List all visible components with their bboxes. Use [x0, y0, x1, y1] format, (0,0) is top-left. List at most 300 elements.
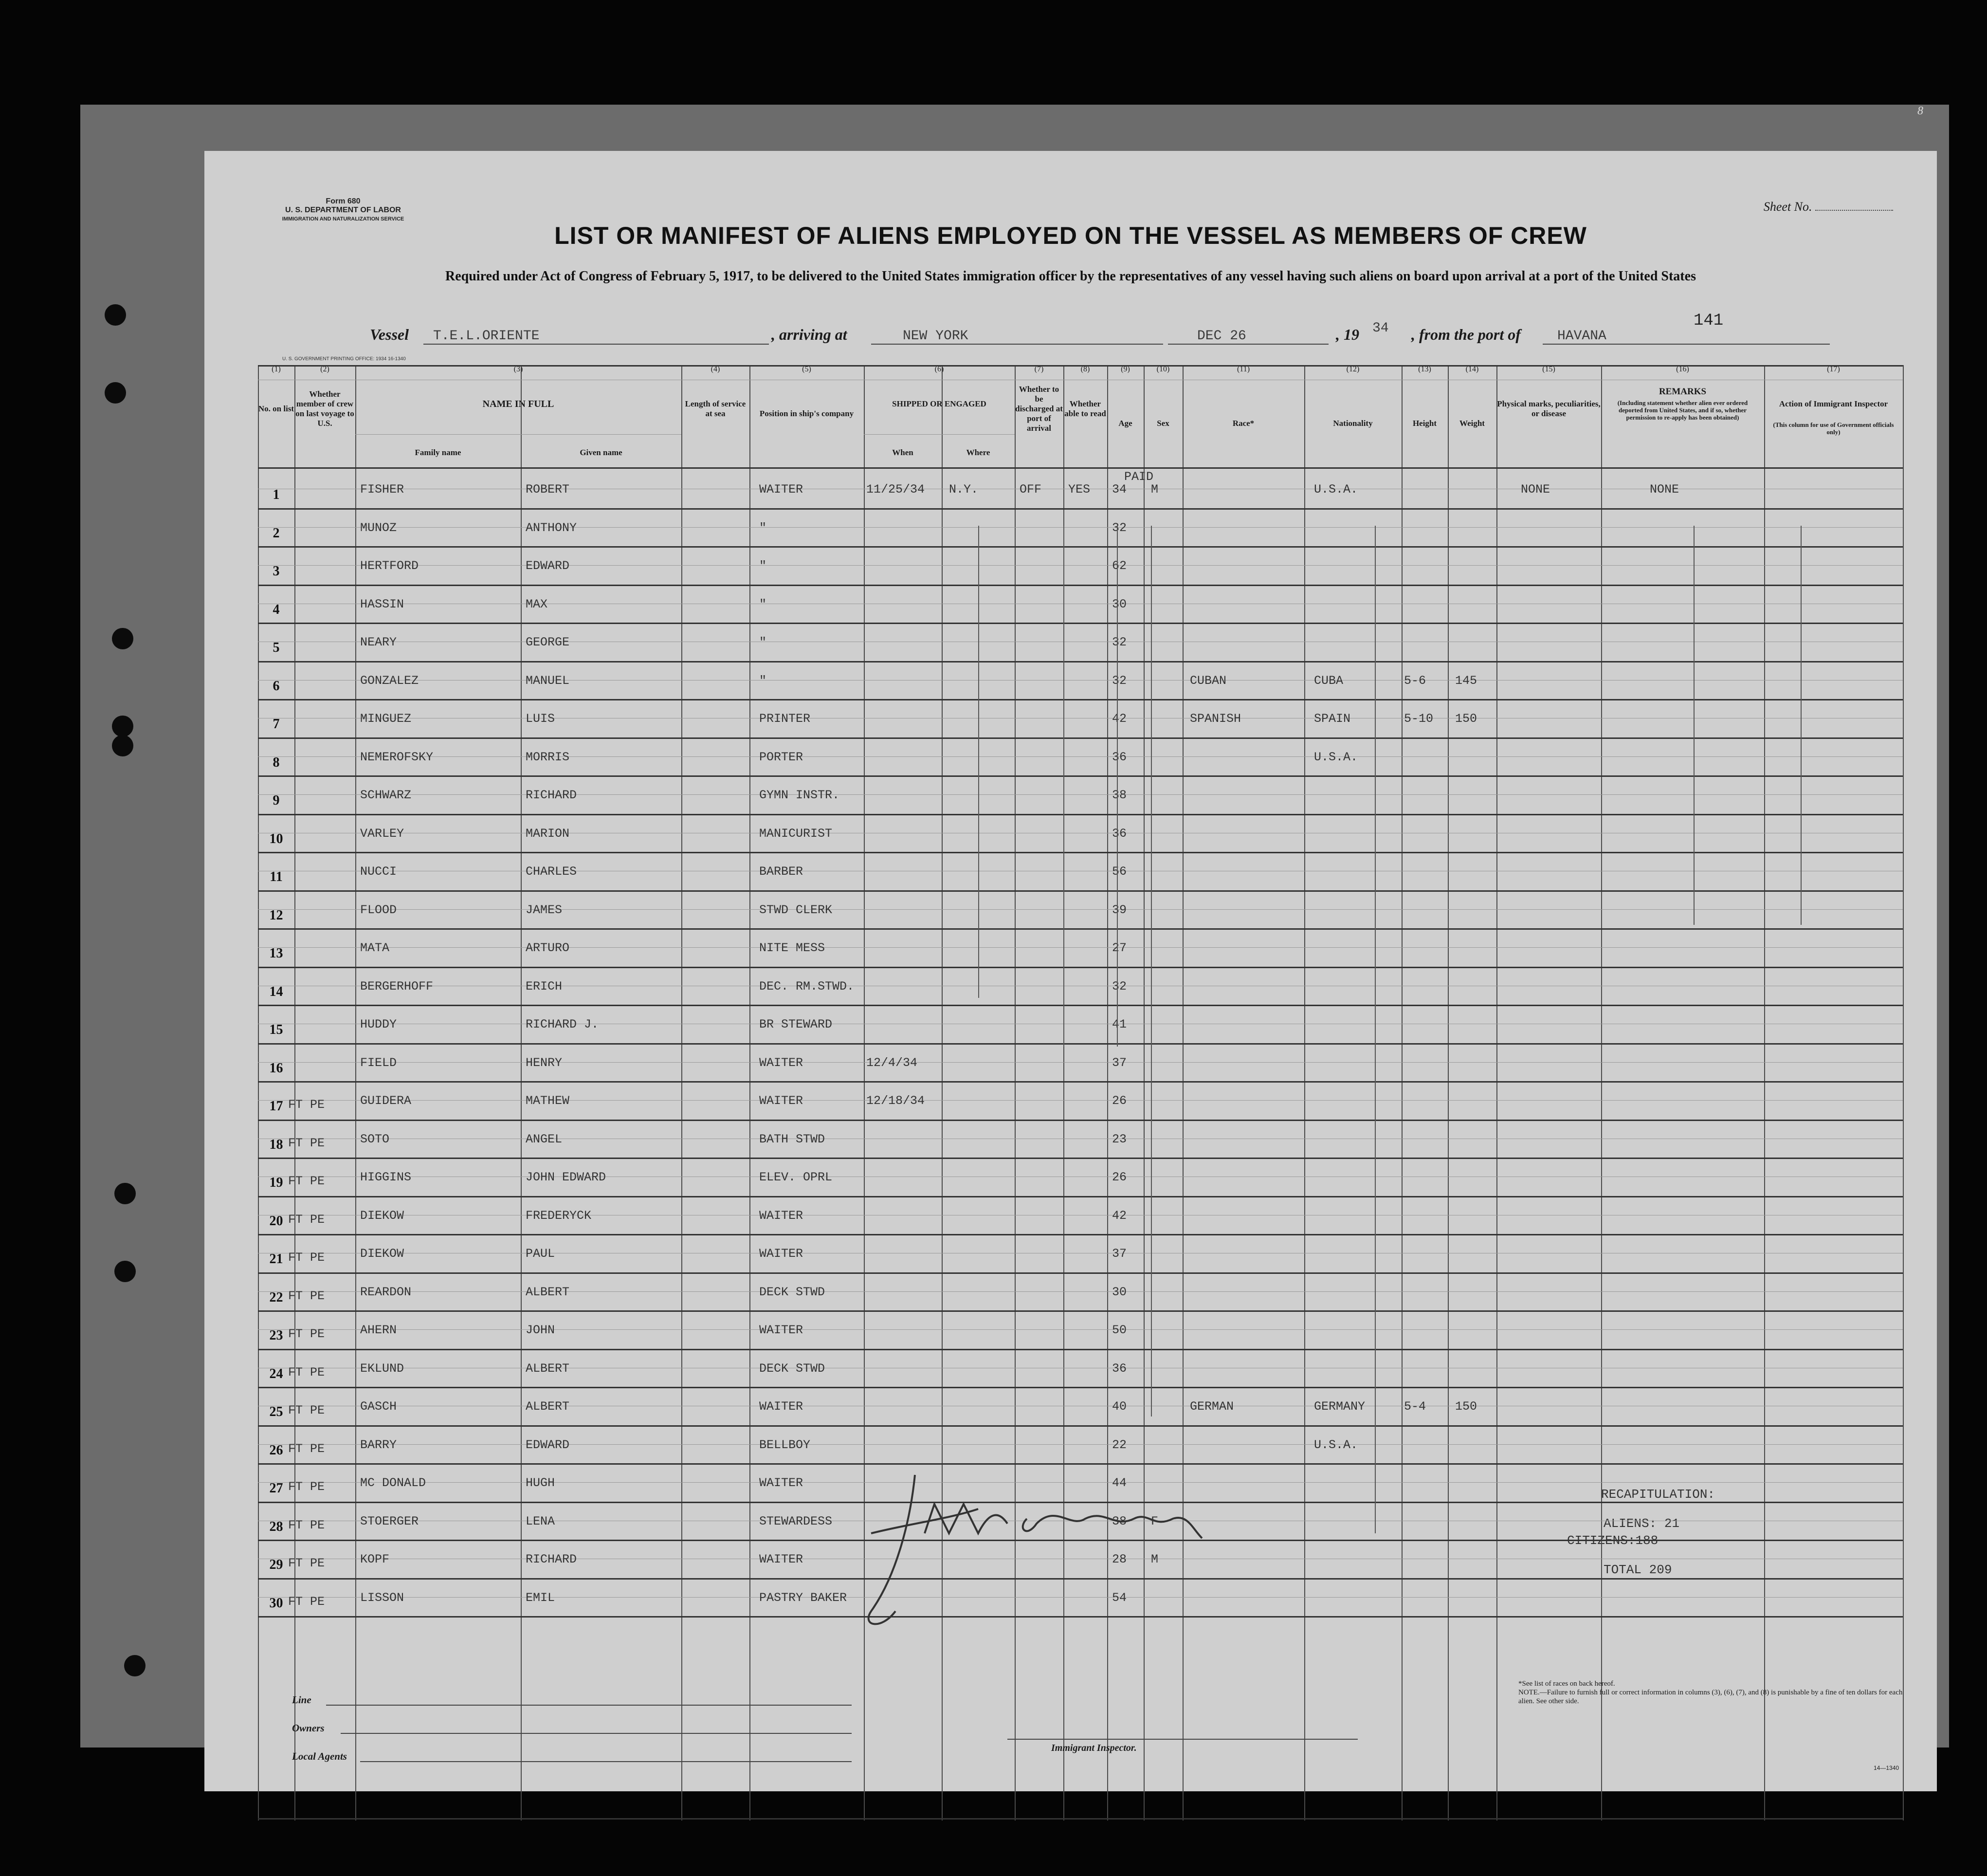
- shipped-when: 12/18/34: [866, 1094, 925, 1108]
- row-number: 23: [269, 1328, 283, 1343]
- given-name: MATHEW: [526, 1094, 570, 1108]
- row-number: 1: [273, 487, 280, 502]
- row-rule: [258, 1158, 1903, 1159]
- footer-owners: [292, 1722, 325, 1734]
- given-name: MAX: [526, 597, 548, 611]
- col-4-header: Length of service at sea: [685, 399, 746, 418]
- vessel-label: Vessel: [370, 326, 409, 343]
- ditto-mark: [1117, 526, 1118, 1047]
- position: BR STEWARD: [759, 1017, 833, 1031]
- given-name: CHARLES: [526, 864, 577, 879]
- row-rule: [258, 1387, 1903, 1388]
- row-number: 25: [269, 1404, 283, 1419]
- age: 39: [1112, 903, 1127, 917]
- col-8-header: Whether able to read: [1064, 399, 1106, 418]
- row-rule: [258, 680, 1903, 681]
- position: ": [759, 597, 767, 611]
- age: 41: [1112, 1017, 1127, 1031]
- ditto-mark: [1063, 526, 1064, 1047]
- col-12-header: Nationality: [1333, 419, 1373, 428]
- position: WAITER: [759, 1552, 803, 1566]
- given-name: ARTURO: [526, 941, 570, 955]
- column-rule: [1903, 365, 1904, 1821]
- form-identifier: [263, 197, 423, 223]
- given-name: LENA: [526, 1514, 555, 1528]
- crew-last-voyage: FT PE: [288, 1136, 325, 1150]
- age: 38: [1112, 1514, 1127, 1528]
- position: WAITER: [759, 1094, 803, 1108]
- age: 32: [1112, 979, 1127, 993]
- race-note: *See list of races on back hereof.: [1518, 1680, 1615, 1688]
- row-rule: [355, 434, 681, 435]
- age: 28: [1112, 1552, 1127, 1566]
- given-name: ROBERT: [526, 482, 570, 497]
- col-5-number: (5): [802, 365, 811, 373]
- col-16-subheader: (Including statement whether alien ever ordered deported from United States, and if so, whether permission to re-apply has been obtained): [1617, 399, 1748, 421]
- height: 5-10: [1404, 712, 1434, 726]
- row-number: 5: [273, 640, 280, 655]
- crew-last-voyage: FT PE: [288, 1213, 325, 1227]
- family-name: AHERN: [360, 1323, 397, 1337]
- given-name: PAUL: [526, 1247, 555, 1261]
- column-rule: [1601, 365, 1602, 1821]
- column-rule: [681, 365, 682, 1821]
- position: NITE MESS: [759, 941, 825, 955]
- family-name: DIEKOW: [360, 1247, 404, 1261]
- position: BATH STWD: [759, 1132, 825, 1146]
- col-16-header: REMARKS: [1659, 386, 1707, 397]
- age: 30: [1112, 1285, 1127, 1299]
- age: 32: [1112, 674, 1127, 688]
- row-rule: [258, 737, 1903, 739]
- shipped-when: 11/25/34: [866, 482, 925, 497]
- col-14-number: (14): [1465, 365, 1479, 373]
- row-rule: [258, 546, 1903, 548]
- position: ": [759, 521, 767, 535]
- able-to-read: YES: [1068, 482, 1091, 497]
- row-rule: [258, 1463, 1903, 1465]
- binder-hole: [112, 716, 133, 737]
- row-rule: [258, 775, 1903, 777]
- given-name: EDWARD: [526, 1438, 570, 1452]
- family-name: BARRY: [360, 1438, 397, 1452]
- column-rule: [1496, 365, 1497, 1821]
- ditto-mark: [1151, 526, 1152, 1416]
- position: DECK STWD: [759, 1285, 825, 1299]
- row-number: 16: [269, 1061, 283, 1076]
- given-name: LUIS: [526, 712, 555, 726]
- row-rule: [258, 756, 1903, 757]
- position: BARBER: [759, 864, 803, 879]
- family-name: HASSIN: [360, 597, 404, 611]
- age: 36: [1112, 1361, 1127, 1376]
- position: WAITER: [759, 1399, 803, 1414]
- crew-last-voyage: FT PE: [288, 1251, 325, 1265]
- given-name: JOHN: [526, 1323, 555, 1337]
- sex: M: [1151, 482, 1159, 497]
- binder-hole: [112, 735, 133, 756]
- age: 23: [1112, 1132, 1127, 1146]
- family-name: MUNOZ: [360, 521, 397, 535]
- row-rule: [258, 1818, 1903, 1820]
- position: ELEV. OPRL: [759, 1170, 833, 1184]
- shipped-where-header: Where: [966, 448, 990, 457]
- col-9-header: Age: [1118, 419, 1132, 428]
- row-number: 11: [270, 869, 283, 884]
- age: 50: [1112, 1323, 1127, 1337]
- family-name: MINGUEZ: [360, 712, 412, 726]
- row-rule: [258, 365, 1903, 367]
- row-number: 17: [269, 1099, 283, 1114]
- row-number: 28: [269, 1519, 283, 1534]
- age: 30: [1112, 597, 1127, 611]
- sex: M: [1151, 1552, 1159, 1566]
- family-name-header: Family name: [415, 448, 461, 457]
- given-name: JAMES: [526, 903, 563, 917]
- given-name: RICHARD: [526, 788, 577, 802]
- col-4-number: (4): [711, 365, 720, 373]
- col-2-header: Whether member of crew on last voyage to U.S.: [295, 389, 354, 428]
- family-name: BERGERHOFF: [360, 979, 434, 993]
- position: PRINTER: [759, 712, 811, 726]
- binder-hole: [114, 1183, 136, 1204]
- row-rule: [258, 661, 1903, 662]
- family-name: VARLEY: [360, 827, 404, 841]
- given-name: EDWARD: [526, 559, 570, 573]
- age: 26: [1112, 1170, 1127, 1184]
- nationality: GERMANY: [1314, 1399, 1366, 1414]
- vessel-name: T.E.L.ORIENTE: [433, 329, 540, 344]
- family-name: NEMEROFSKY: [360, 750, 434, 764]
- given-name: ALBERT: [526, 1399, 570, 1414]
- physical-marks: NONE: [1521, 482, 1550, 497]
- family-name: HIGGINS: [360, 1170, 412, 1184]
- form-number: Form 680: [326, 197, 361, 205]
- row-number: 12: [269, 908, 283, 923]
- col-1-number: (1): [272, 365, 281, 373]
- paid-note: PAID: [1124, 470, 1154, 484]
- nationality: U.S.A.: [1314, 750, 1358, 764]
- row-rule: [258, 585, 1903, 586]
- col-14-header: Weight: [1459, 419, 1485, 428]
- given-name: ANTHONY: [526, 521, 577, 535]
- footer-line-label: Line: [292, 1694, 311, 1706]
- crew-last-voyage: FT PE: [288, 1365, 325, 1379]
- crew-last-voyage: FT PE: [288, 1289, 325, 1303]
- row-number: 27: [269, 1481, 283, 1496]
- ditto-mark: [1694, 526, 1695, 925]
- family-name: FISHER: [360, 482, 404, 497]
- position: ": [759, 635, 767, 649]
- position: STEWARDESS: [759, 1514, 833, 1528]
- recap-heading: RECAPITULATION:: [1601, 1487, 1715, 1502]
- form-code: 14—1340: [1874, 1765, 1899, 1771]
- age: 22: [1112, 1438, 1127, 1452]
- position: PASTRY BAKER: [759, 1591, 847, 1605]
- row-rule: [258, 1329, 1903, 1330]
- row-number: 19: [269, 1175, 283, 1190]
- family-name: SCHWARZ: [360, 788, 412, 802]
- row-rule: [258, 890, 1903, 892]
- crew-last-voyage: FT PE: [288, 1595, 325, 1609]
- age: 26: [1112, 1094, 1127, 1108]
- crew-last-voyage: FT PE: [288, 1556, 325, 1570]
- row-number: 14: [269, 984, 283, 999]
- col-3-number: (3): [513, 365, 523, 373]
- family-name: HERTFORD: [360, 559, 419, 573]
- family-name: HUDDY: [360, 1017, 397, 1031]
- age: 37: [1112, 1247, 1127, 1261]
- row-rule: [258, 565, 1903, 566]
- footer-agents-label: Local Agents: [292, 1750, 347, 1762]
- row-rule: [258, 1234, 1903, 1235]
- row-rule: [258, 1081, 1903, 1083]
- col-1-header: No. on list: [258, 404, 294, 413]
- height: 5-4: [1404, 1399, 1426, 1414]
- weight: 150: [1455, 1399, 1477, 1414]
- age: 62: [1112, 559, 1127, 573]
- recap-aliens: ALIENS: 21: [1604, 1516, 1680, 1531]
- shipped-where: N.Y.: [949, 482, 979, 497]
- row-number: 8: [273, 755, 280, 770]
- given-name: HENRY: [526, 1056, 563, 1070]
- row-rule: [258, 508, 1903, 510]
- position: DEC. RM.STWD.: [759, 979, 855, 993]
- fine-note: NOTE.—Failure to furnish full or correct information in columns (3), (6), (7), and (8) is punishable by a fine of ten dollars for each alien. See other side.: [1518, 1689, 1903, 1705]
- age: 44: [1112, 1476, 1127, 1490]
- row-rule: [258, 1291, 1903, 1292]
- inspector-signature: [852, 1465, 1290, 1650]
- page-number: 141: [1694, 312, 1724, 330]
- row-number: 15: [269, 1022, 283, 1037]
- row-rule: [258, 852, 1903, 853]
- departure-port: HAVANA: [1557, 329, 1606, 344]
- given-name-header: Given name: [580, 448, 622, 457]
- row-rule: [258, 1196, 1903, 1197]
- family-name: MATA: [360, 941, 390, 955]
- col-17-header: Action of Immigrant Inspector: [1779, 399, 1888, 408]
- position: WAITER: [759, 1056, 803, 1070]
- row-number: 18: [269, 1137, 283, 1152]
- corner-page-mark: 8: [1917, 105, 1923, 117]
- age: 32: [1112, 521, 1127, 535]
- remarks: NONE: [1650, 482, 1679, 497]
- row-rule: [258, 1062, 1903, 1063]
- binder-hole: [114, 1261, 136, 1282]
- column-rule: [521, 365, 522, 1821]
- family-name: NEARY: [360, 635, 397, 649]
- binder-hole: [105, 382, 126, 404]
- given-name: ERICH: [526, 979, 563, 993]
- immigrant-inspector-label: Immigrant Inspector.: [1051, 1743, 1137, 1753]
- col-7-number: (7): [1034, 365, 1044, 373]
- arrival-date: DEC 26: [1197, 329, 1246, 344]
- given-name: ALBERT: [526, 1285, 570, 1299]
- col-10-header: Sex: [1157, 419, 1169, 428]
- given-name: MARION: [526, 827, 570, 841]
- recap-citizens: CITIZENS:188: [1567, 1533, 1659, 1548]
- ditto-mark: [978, 526, 979, 998]
- shipped-when: 12/4/34: [866, 1056, 918, 1070]
- footer-owners-label: Owners: [292, 1722, 325, 1734]
- age: 38: [1112, 788, 1127, 802]
- row-rule: [258, 1272, 1903, 1274]
- col-2-number: (2): [320, 365, 329, 373]
- column-rule: [1448, 365, 1449, 1821]
- col-6-number: (6): [934, 365, 944, 373]
- col-13-header: Height: [1412, 419, 1437, 428]
- age: 34: [1112, 482, 1127, 497]
- col-17-subheader: (This column for use of Government officials only): [1773, 421, 1894, 436]
- row-rule: [258, 928, 1903, 930]
- race: SPANISH: [1190, 712, 1241, 726]
- binder-hole: [112, 628, 133, 649]
- position: ": [759, 559, 767, 573]
- row-rule: [258, 909, 1903, 910]
- row-rule: [258, 1310, 1903, 1312]
- age: 36: [1112, 750, 1127, 764]
- recap-total: TOTAL 209: [1604, 1563, 1672, 1577]
- printer-imprint: U. S. GOVERNMENT PRINTING OFFICE: 1934 16-1340: [282, 356, 406, 362]
- row-number: 9: [273, 793, 280, 808]
- family-name: GONZALEZ: [360, 674, 419, 688]
- col-13-number: (13): [1418, 365, 1431, 373]
- col-16-number: (16): [1676, 365, 1689, 373]
- row-number: 20: [269, 1214, 283, 1229]
- age: 36: [1112, 827, 1127, 841]
- row-rule: [258, 467, 1903, 469]
- row-number: 24: [269, 1366, 283, 1381]
- sheet-number-label: Sheet No.: [1763, 200, 1812, 214]
- col-5-header: Position in ship's company: [759, 409, 854, 418]
- col-3-header: NAME IN FULL: [482, 399, 554, 409]
- row-rule: [258, 699, 1903, 700]
- position: WAITER: [759, 1247, 803, 1261]
- family-name: NUCCI: [360, 864, 397, 879]
- from-port-label: , from the port of: [1411, 326, 1521, 343]
- row-rule: [258, 1120, 1903, 1121]
- arriving-label: , arriving at: [771, 326, 847, 343]
- given-name: GEORGE: [526, 635, 570, 649]
- age: 56: [1112, 864, 1127, 879]
- col-15-number: (15): [1542, 365, 1555, 373]
- col-10-number: (10): [1156, 365, 1170, 373]
- sheet-number: [1764, 200, 1893, 214]
- row-rule: [258, 1425, 1903, 1427]
- row-rule: [258, 1043, 1903, 1045]
- arrival-port: NEW YORK: [903, 329, 968, 344]
- row-rule: [258, 794, 1903, 795]
- family-name: DIEKOW: [360, 1209, 404, 1223]
- manifest-sheet: [204, 105, 1937, 1791]
- year-prefix: , 19: [1336, 326, 1359, 343]
- given-name: JOHN EDWARD: [526, 1170, 606, 1184]
- ditto-mark: [1801, 526, 1802, 925]
- row-number: 7: [273, 717, 280, 732]
- age: 32: [1112, 635, 1127, 649]
- row-rule: [258, 1444, 1903, 1445]
- row-number: 29: [269, 1557, 283, 1572]
- race: CUBAN: [1190, 674, 1227, 688]
- column-rule: [1764, 365, 1765, 1821]
- family-name: REARDON: [360, 1285, 412, 1299]
- age: 42: [1112, 712, 1127, 726]
- given-name: MANUEL: [526, 674, 570, 688]
- family-name: LISSON: [360, 1591, 404, 1605]
- nationality: CUBA: [1314, 674, 1344, 688]
- binder-hole: [124, 1655, 146, 1676]
- family-name: FIELD: [360, 1056, 397, 1070]
- nationality: U.S.A.: [1314, 1438, 1358, 1452]
- family-name: MC DONALD: [360, 1476, 426, 1490]
- arrival-year: 34: [1372, 321, 1389, 336]
- footer-notes: [1518, 1679, 1908, 1706]
- crew-last-voyage: FT PE: [288, 1403, 325, 1417]
- col-6-header: SHIPPED OR ENGAGED: [892, 399, 986, 408]
- height: 5-6: [1404, 674, 1426, 688]
- crew-last-voyage: FT PE: [288, 1327, 325, 1341]
- row-number: 21: [269, 1251, 283, 1267]
- col-8-number: (8): [1080, 365, 1090, 373]
- row-rule: [258, 947, 1903, 948]
- row-number: 30: [269, 1596, 283, 1611]
- row-rule: [258, 1005, 1903, 1006]
- ditto-mark: [1375, 526, 1376, 1533]
- footer-line: [292, 1694, 311, 1706]
- document-title: LIST OR MANIFEST OF ALIENS EMPLOYED ON THE VESSEL AS MEMBERS OF CREW: [554, 222, 1587, 249]
- row-rule: [258, 814, 1903, 815]
- discharged-at-arrival: OFF: [1020, 482, 1042, 497]
- given-name: FREDERYCK: [526, 1209, 592, 1223]
- column-rule: [749, 365, 750, 1821]
- document-subtitle: Required under Act of Congress of February 5, 1917, to be delivered to the United States immigration officer by the representatives of any vessel having such aliens on board upon arrival at a port of the United States: [445, 269, 1696, 284]
- row-rule: [258, 527, 1903, 528]
- given-name: MORRIS: [526, 750, 570, 764]
- column-rule: [1402, 365, 1403, 1821]
- row-rule: [258, 1100, 1903, 1101]
- weight: 150: [1455, 712, 1477, 726]
- position: ": [759, 674, 767, 688]
- col-12-number: (12): [1346, 365, 1360, 373]
- family-name: EKLUND: [360, 1361, 404, 1376]
- col-15-header: Physical marks, peculiarities, or disease: [1497, 399, 1601, 418]
- crew-last-voyage: FT PE: [288, 1442, 325, 1456]
- given-name: ANGEL: [526, 1132, 563, 1146]
- binder-hole: [105, 304, 126, 326]
- family-name: STOERGER: [360, 1514, 419, 1528]
- crew-last-voyage: FT PE: [288, 1098, 325, 1112]
- weight: 145: [1455, 674, 1477, 688]
- crew-last-voyage: FT PE: [288, 1518, 325, 1532]
- age: 40: [1112, 1399, 1127, 1414]
- position: PORTER: [759, 750, 803, 764]
- form-service: IMMIGRATION AND NATURALIZATION SERVICE: [282, 216, 404, 222]
- position: WAITER: [759, 1209, 803, 1223]
- given-name: RICHARD J.: [526, 1017, 599, 1031]
- col-7-header: Whether to be discharged at port of arrival: [1015, 385, 1063, 433]
- col-11-header: Race*: [1232, 419, 1255, 428]
- position: BELLBOY: [759, 1438, 811, 1452]
- given-name: ALBERT: [526, 1361, 570, 1376]
- age: 27: [1112, 941, 1127, 955]
- family-name: GUIDERA: [360, 1094, 412, 1108]
- family-name: FLOOD: [360, 903, 397, 917]
- row-number: 10: [269, 831, 283, 846]
- vessel-line: [370, 322, 1830, 347]
- row-number: 4: [273, 602, 280, 617]
- race: GERMAN: [1190, 1399, 1234, 1414]
- given-name: RICHARD: [526, 1552, 577, 1566]
